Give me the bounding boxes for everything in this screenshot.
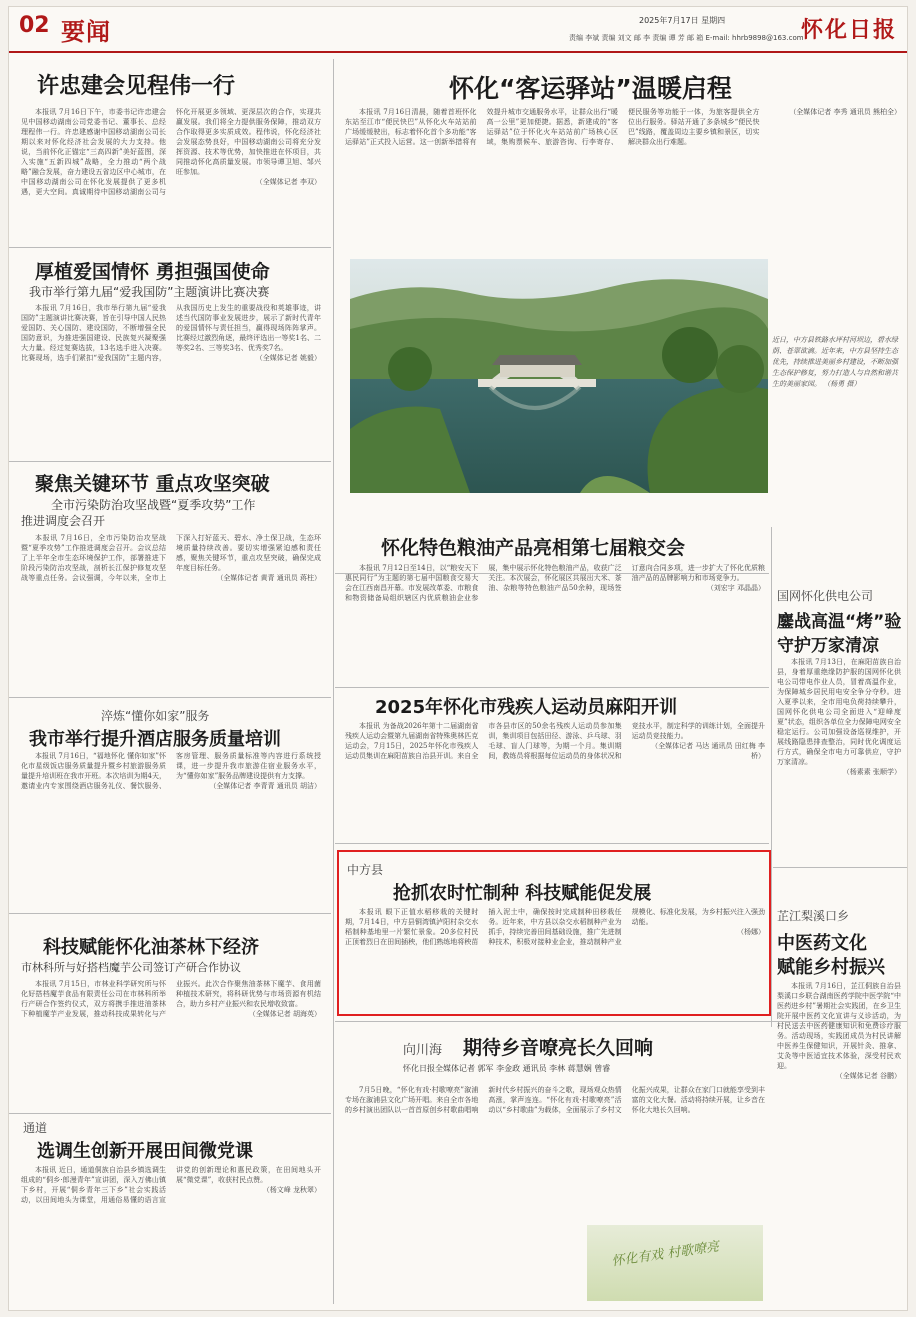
article-headline: 厚植爱国情怀 勇担强国使命	[35, 261, 270, 283]
article-headline: 2025年怀化市残疾人运动员麻阳开训	[375, 697, 678, 718]
article-subhead: 全市污染防治攻坚战暨“夏季攻势”工作	[51, 498, 256, 512]
editor-credits: 责编 李斌 责编 刘文 邮 李 责编 谭 芳 邮 箱 E-mail: hhrb9898@163.com	[569, 34, 804, 42]
article-paragraph: 本报讯 7月16日清晨，随着首班怀化东站至江市“便民快巴”从怀化火车站站前广场缓缓驶出，标志着怀化首个多功能“客运驿站”正式投入运营。这一创新举措将有效提升城市交通服务水平，让群众出行“暖高一公里”更加便捷。据悉，新建成的“客运驿站”位于怀化火车站站前广场核心区域，集购票候车、旅游咨询、行李寄存、便民服务等功能于一体，为旅客提供全方位出行服务。驿站开通了多条城乡“便民快巴”线路，覆盖周边主要乡镇和景区，切实解决群众出行难题。	[345, 108, 760, 146]
article-body	[21, 533, 321, 689]
photo-credit: （杨勇 摄）	[823, 380, 861, 388]
photo-caption	[772, 335, 902, 390]
article-byline: （刘宏宇 邓晶晶）	[706, 584, 765, 592]
article-paragraph: 本报讯 眼下正值水稻移栽的关键时期，7月14日，中方县铜湾镇泸阳村杂交水稻制种基地里一片繁忙景象。20多位村民正顶着烈日在田间插秧，他们熟练地将秧苗插入泥土中，确保按时完成制种田移栽任务。近年来，中方县以杂交水稻制种产业为抓手，持续完善田间基础设施，推广先进制种技术，积极对接种业企业，推动制种产业规模化、标准化发展，为乡村振兴注入强劲动能。	[345, 908, 765, 946]
article-body	[777, 657, 901, 861]
article-headline: 守护万家清凉	[777, 636, 879, 656]
article-byline: （杨文峰 龙秋翠）	[262, 1186, 321, 1194]
article-body	[21, 303, 321, 453]
story-divider	[9, 247, 331, 248]
article-body	[21, 107, 321, 239]
article-paragraph: 本报讯 近日，通道侗族自治县乡镇选调生组成的“侗乡·郎漫青年”宣讲团，深入万佛山镇下乡村，开展“侗乡青年三下乡”社会实践活动，以田间地头为课堂，用通俗易懂的语言宣讲党的创新理论和惠民政策，在田间地头开展“微党课”，收获村民点赞。	[21, 1166, 321, 1204]
article-byline: （全媒体记者 黄青 通讯员 蒋柱）	[216, 574, 321, 582]
column-divider	[333, 59, 334, 1304]
photo-illustration	[350, 259, 768, 493]
article-kicker: 国网怀化供电公司	[777, 589, 874, 603]
article-body	[345, 907, 765, 1009]
article-headline: 怀化特色粮油产品亮相第七届粮交会	[381, 537, 686, 559]
article-headline: 科技赋能怀化油茶林下经济	[43, 937, 259, 958]
story-divider	[335, 687, 769, 688]
article-body	[345, 1085, 765, 1219]
section-title: 要闻	[61, 18, 111, 46]
story-divider	[9, 697, 331, 698]
article-headline: 抢抓农时忙制种 科技赋能促发展	[393, 883, 652, 904]
dateline: 2025年7月17日 星期四	[639, 16, 726, 25]
story-divider	[9, 913, 331, 914]
article-paragraph: 本报讯 7月16日，我市举行第九届“爱我国防”主题演讲比赛决赛，旨在引导中国人民热爱国防、关心国防、建设国防，不断增强全民国防意识，为推进强国建设、民族复兴凝聚强大力量。经过复赛选拔，13名选手进入决赛。比赛现场，选手们紧扣“爱我国防”主题内容，从我国历史上发生的重要战役和英雄事迹，讲述当代国防事业发展进步，展示了新时代青年的爱国情怀与责任担当，赢得现场阵阵掌声。比赛经过激烈角逐，最终评选出一等奖1名、二等奖2名、三等奖3名、优秀奖7名。	[21, 304, 321, 362]
article-paragraph: 本报讯 7月16日，全市污染防治攻坚战暨“夏季攻势”工作推进调度会召开。会议总结了上半年全市生态环境保护工作，部署推进下阶段污染防治攻坚战，剖析长江保护修复攻坚战等重点任务。会议强调，今年以来，全市上下深入打好蓝天、碧水、净土保卫战，生态环境质量持续改善。要切实增强紧迫感和责任感，聚焦关键环节，重点攻坚突破，确保完成年度目标任务。	[21, 534, 321, 582]
article-byline: （全媒体记者 李双）	[255, 178, 321, 186]
article-kicker: 淬炼“懂你如家”服务	[101, 709, 210, 723]
article-body	[345, 107, 901, 249]
article-paragraph: 本报讯 7月16日，芷江侗族自治县梨溪口乡联合湖南医药学院中医学院“中医药进乡村”暑期社会实践团，在乡卫生院开展中医药文化宣讲与义诊活动，为村民送去中医药健康知识和免费诊疗服务。活动现场，实践团成员为村民讲解中医养生保健知识，开展针灸、推拿、艾灸等中医适宜技术体验，深受村民欢迎。	[777, 982, 901, 1070]
article-paragraph: 本报讯 7月15日，市林业科学研究所与怀化好搭档魔芋食品有限责任公司在市林科所举行产研合作签约仪式，双方将携手推进油茶林下种植魔芋产业发展，推动科技成果转化与产业振兴。此次合作聚焦油茶林下魔芋、食用菌种植技术研究，将科研优势与市场资源有机结合，助力乡村产业振兴和农民增收致富。	[21, 980, 321, 1018]
article-headline: 选调生创新开展田间微党课	[37, 1141, 253, 1162]
article-paragraph: 本报讯 7月12日至14日，以“粮安天下 惠民同行”为主题的第七届中国粮食交易大会在江西南昌开幕。市发展改革委、市粮食和物资储备局组织辖区内优质粮油企业参展，集中展示怀化特色粮油产品，收获广泛关注。本次展会，怀化展区共展出大米、茶油、杂粮等特色粮油产品50余种，现场签订意向合同多项，进一步扩大了怀化优质粮油产品的品牌影响力和市场竞争力。	[345, 564, 765, 602]
article-body	[345, 563, 765, 667]
article-headline: 赋能乡村振兴	[777, 957, 885, 978]
article-paragraph: 本报讯 7月16日下午，市委书记许忠建会见中国移动湖南公司党委书记、董事长、总经理程伟一行。许忠建感谢中国移动湖南公司长期以来对怀化经济社会发展的大力支持。他说，当前怀化正锚定“三高四新”美好蓝图，深入实施“五新四城”战略，全力推动“两个战略”融合发展，奋力建设五省边区中心城市，在中国移动湖南公司在怀化发展提供了更多机遇，更大空间。真诚期待中国移动湖南公司与怀化开展更多领域、更深层次的合作，实现共赢发展。我们将全力提供服务保障，推动双方合作取得更多实质成效。程伟说，怀化经济社会发展态势良好，中国移动湖南公司将充分发挥资源、技术等优势，加快推进在怀项目，共同推动怀化高质量发展。市领导谭卫旭、邹兴旺参加。	[21, 108, 321, 196]
article-headline: 期待乡音嘹亮长久回响	[463, 1037, 654, 1059]
article-kicker: 中方县	[347, 863, 384, 877]
article-body	[21, 979, 321, 1105]
story-divider	[9, 1113, 331, 1114]
caption-text: 近日，中方县铁路水坪村河坝边，碧水绿荫、苍翠欲滴。近年来，中方县坚持生态优先，持续推进美丽乡村建设，不断加强生态保护修复，努力打造人与自然和谐共生的美丽家园。	[772, 336, 898, 388]
article-byline: （杨娜）	[736, 928, 765, 936]
story-divider	[773, 867, 907, 868]
article-headline: 中医药文化	[777, 933, 867, 954]
article-byline: （全媒体记者 李青青 通讯员 胡洁）	[209, 782, 321, 790]
article-paragraph: 本报讯 为备战2026年第十二届湖南省残疾人运动会暨第九届湖南省特殊奥林匹克运动会，7月15日，2025年怀化市残疾人运动员集训在麻阳苗族自治县开训。来自全市各县市区的50余名残疾人运动员参加集训，集训项目包括田径、游泳、乒乓球、羽毛球、盲人门球等，为期一个月。集训期间，教练员将根据每位运动员的身体状况和竞技水平，制定科学的训练计划，全面提升运动员竞技能力。	[345, 722, 765, 760]
article-headline: 聚焦关键环节 重点攻坚突破	[35, 473, 270, 495]
article-body	[777, 981, 901, 1305]
article-subhead: 市林科所与好搭档魔芋公司签订产研合作协议	[21, 961, 241, 974]
article-body	[21, 751, 321, 905]
article-headline: 我市举行提升酒店服务质量培训	[29, 729, 281, 750]
article-byline: （全媒体记者 马达 通讯员 田红梅 李桥）	[651, 742, 765, 760]
article-byline: （全媒体记者 胡海英）	[248, 1010, 321, 1018]
article-byline: （全媒体记者 李秀 通讯员 熊柏全）	[789, 108, 901, 116]
article-byline: （全媒体记者 姚毅）	[255, 354, 321, 362]
column-divider	[771, 527, 772, 1027]
article-byline: （全媒体记者 谷鹏）	[835, 1072, 901, 1080]
newspaper-page	[8, 6, 908, 1311]
article-kicker: 向川海	[403, 1043, 443, 1058]
article-headline: 许忠建会见程伟一行	[37, 74, 236, 99]
article-subhead: 推进调度会召开	[21, 514, 106, 528]
article-kicker: 通道	[23, 1121, 48, 1135]
article-paragraph: 7月5日晚，“怀化有戏·村歌嘹亮”溆浦专场在溆浦县文化广场开唱。来自全市各地的乡村演出团队以一首首原创乡村歌曲唱响新时代乡村振兴的奋斗之歌，现场观众热情高涨，掌声连连。“怀化有戏·村歌嘹亮”活动以“乡村歌曲”为载体，全面展示了乡村文化振兴成果，让群众在家门口就能享受到丰富的文化大餐。活动将持续开展，让乡音在怀化大地长久回响。	[345, 1086, 765, 1114]
newspaper-logo: 怀化日报	[800, 18, 897, 43]
decorative-slogan: 怀化有戏 村歌嘹亮	[610, 1239, 720, 1270]
article-headline: 鏖战高温“烤”验	[777, 612, 902, 632]
article-kicker: 芷江梨溪口乡	[777, 909, 850, 923]
article-byline: （杨素素 张顺学）	[842, 768, 901, 776]
article-body	[345, 721, 765, 837]
story-divider	[9, 461, 331, 462]
article-subhead: 我市举行第九届“爱我国防”主题演讲比赛决赛	[29, 285, 270, 299]
masthead	[9, 7, 908, 53]
article-paragraph: 本报讯 7月16日，“福地怀化 懂你如家”怀化市星级饭店服务质量提升暨乡村旅游服务质量提升培训班在我市开班。本次培训为期4天，邀请业内专家围绕酒店服务礼仪、餐饮服务、客房管理、服务质量标准等内容进行系统授课，进一步提升我市旅游住宿业服务水平，为“懂你如家”服务品牌建设提供有力支撑。	[21, 752, 321, 790]
article-subhead: 怀化日报全媒体记者 郭军 李金政 通讯员 李林 蒋慧娴 曾睿	[403, 1064, 611, 1073]
article-paragraph: 本报讯 7月13日，在麻阳苗族自治县，身着厚重绝缘防护服的国网怀化供电公司带电作业人员，冒着高温作业，为保障城乡居民用电安全争分夺秒。进入夏季以来，全市用电负荷持续攀升，国网怀化供电公司全面进入“迎峰度夏”状态，组织各单位全力保障电网安全稳定运行。公司加强设备巡视维护，开展线路隐患排查整治，同时优化调度运行方式，确保全市电力可靠供应，守护万家清凉。	[777, 658, 901, 766]
lead-headline: 怀化“客运驿站”温暖启程	[449, 74, 732, 103]
page-number: 02	[19, 13, 50, 38]
decorative-illustration	[587, 1225, 763, 1301]
article-body	[21, 1165, 321, 1303]
bridge-landscape-photo	[350, 259, 768, 493]
story-divider	[335, 843, 769, 844]
